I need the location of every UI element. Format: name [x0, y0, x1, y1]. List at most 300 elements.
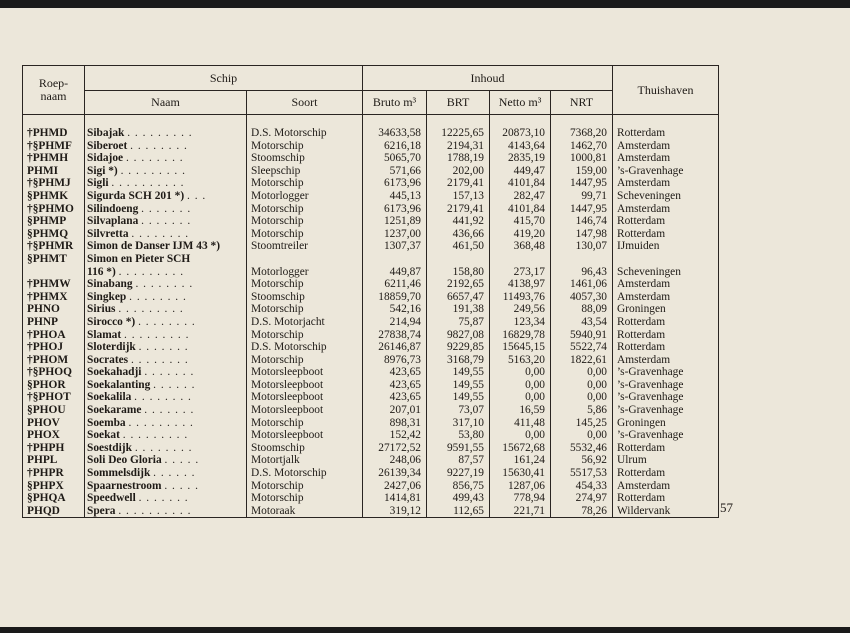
row-netto: 15672,68 [490, 442, 551, 455]
ship-name: Soekat [87, 429, 120, 442]
row-type: Motorschip [247, 492, 363, 505]
row-type: D.S. Motorschip [247, 127, 363, 140]
row-netto: 415,70 [490, 215, 551, 228]
row-name [85, 467, 247, 480]
row-netto: 20873,10 [490, 127, 551, 140]
row-nrt: 1822,61 [551, 354, 613, 367]
row-bruto: 207,01 [363, 404, 427, 417]
table-row [23, 190, 719, 203]
row-type: Motorsleepboot [247, 404, 363, 417]
leader-dots: . . . . . . . [144, 366, 195, 379]
row-name [85, 240, 247, 253]
row-bruto: 18859,70 [363, 291, 427, 304]
row-netto: 4143,64 [490, 140, 551, 153]
row-type: Motorschip [247, 303, 363, 316]
row-port: IJmuiden [613, 240, 719, 253]
row-netto: 778,94 [490, 492, 551, 505]
ship-name: Siberoet [87, 139, 128, 152]
row-netto: 1287,06 [490, 480, 551, 493]
row-brt: 3168,79 [427, 354, 490, 367]
row-brt: 53,80 [427, 429, 490, 442]
row-name [85, 417, 247, 430]
row-bruto: 1237,00 [363, 228, 427, 241]
row-name [85, 215, 247, 228]
table-row [23, 303, 719, 316]
table-row [23, 366, 719, 379]
row-nrt: 1462,70 [551, 140, 613, 153]
row-name [85, 480, 247, 493]
row-brt: 1788,19 [427, 152, 490, 165]
row-brt: 499,43 [427, 492, 490, 505]
row-type [247, 253, 363, 266]
row-type: Motorschip [247, 177, 363, 190]
leader-dots: . . . . . . . . [130, 353, 189, 366]
leader-dots: . . . . . . . . [134, 441, 193, 454]
leader-dots: . . . . . . . . . [124, 328, 190, 341]
leader-dots: . . . . . . . . [125, 152, 184, 165]
table-row [23, 454, 719, 467]
row-brt: 87,57 [427, 454, 490, 467]
row-bruto: 26146,87 [363, 341, 427, 354]
ship-name: Singkep [87, 290, 127, 303]
leader-dots: . . . . . [164, 454, 200, 467]
table-spacer-row [23, 115, 719, 128]
row-netto: 282,47 [490, 190, 551, 203]
ship-register-table-wrap [22, 65, 718, 518]
row-netto: 15630,41 [490, 467, 551, 480]
table-row [23, 354, 719, 367]
row-port: Rotterdam [613, 316, 719, 329]
row-type: Stoomschip [247, 442, 363, 455]
row-type: Motorschip [247, 228, 363, 241]
leader-dots: . . . . . . . . . [128, 416, 194, 429]
row-nrt: 0,00 [551, 379, 613, 392]
row-name [85, 505, 247, 518]
row-nrt: 78,26 [551, 505, 613, 518]
row-name [85, 303, 247, 316]
header-inhoud: Inhoud [363, 66, 613, 91]
row-code: PHOX [23, 429, 85, 442]
row-code: †§PHMO [23, 203, 85, 216]
table-row [23, 240, 719, 253]
row-type: Motorschip [247, 329, 363, 342]
table-row [23, 467, 719, 480]
leader-dots: . . . [187, 189, 207, 202]
leader-dots: . . . . . . . . . . [118, 504, 192, 517]
ship-name: Sidajoe [87, 152, 124, 165]
row-name [85, 379, 247, 392]
table-row [23, 417, 719, 430]
row-code: §PHOR [23, 379, 85, 392]
row-nrt: 0,00 [551, 429, 613, 442]
leader-dots: . . . . . . . . [129, 290, 187, 303]
row-bruto: 214,94 [363, 316, 427, 329]
leader-dots: . . . . . . . . [131, 227, 190, 240]
table-row [23, 404, 719, 417]
row-nrt: 43,54 [551, 316, 613, 329]
row-bruto: 6211,46 [363, 278, 427, 291]
row-brt: 2194,31 [427, 140, 490, 153]
row-port: Amsterdam [613, 152, 719, 165]
ship-name: Sommelsdijk [87, 467, 151, 480]
table-row [23, 316, 719, 329]
ship-name: Silvaplana [87, 215, 139, 228]
header-bruto: Bruto m³ [363, 91, 427, 115]
row-port: Groningen [613, 417, 719, 430]
row-bruto: 423,65 [363, 391, 427, 404]
row-name [85, 366, 247, 379]
row-port: Rotterdam [613, 341, 719, 354]
row-name [85, 253, 247, 266]
row-port: Rotterdam [613, 215, 719, 228]
ship-name: Sloterdijk [87, 341, 136, 354]
row-brt: 2179,41 [427, 203, 490, 216]
ship-name: Sirius [87, 303, 116, 316]
row-port: Amsterdam [613, 354, 719, 367]
row-type: Motorschip [247, 278, 363, 291]
ship-name: Speedwell [87, 492, 136, 505]
row-type: Stoomtreiler [247, 240, 363, 253]
table-row [23, 215, 719, 228]
row-nrt: 146,74 [551, 215, 613, 228]
table-row [23, 203, 719, 216]
row-bruto: 423,65 [363, 366, 427, 379]
page-number: 57 [720, 500, 733, 515]
row-type: Motorsleepboot [247, 391, 363, 404]
row-code: PHNP [23, 316, 85, 329]
row-code: †§PHOQ [23, 366, 85, 379]
row-brt: 75,87 [427, 316, 490, 329]
row-bruto [363, 253, 427, 266]
table-row [23, 341, 719, 354]
row-brt: 157,13 [427, 190, 490, 203]
row-name [85, 266, 247, 279]
row-code: †PHOM [23, 354, 85, 367]
row-nrt: 5,86 [551, 404, 613, 417]
row-name [85, 442, 247, 455]
row-nrt: 454,33 [551, 480, 613, 493]
row-netto: 4101,84 [490, 177, 551, 190]
ship-name: Soekalila [87, 391, 132, 404]
row-bruto: 6173,96 [363, 177, 427, 190]
row-nrt: 5522,74 [551, 341, 613, 354]
row-nrt: 159,00 [551, 165, 613, 178]
row-brt: 856,75 [427, 480, 490, 493]
row-port: Rotterdam [613, 228, 719, 241]
header-nrt: NRT [551, 91, 613, 115]
row-netto: 0,00 [490, 366, 551, 379]
table-row [23, 492, 719, 505]
row-name [85, 278, 247, 291]
row-nrt: 274,97 [551, 492, 613, 505]
row-port: ’s-Gravenhage [613, 391, 719, 404]
ship-name: Silindoeng [87, 202, 139, 215]
row-type: Motoraak [247, 505, 363, 518]
row-bruto: 34633,58 [363, 127, 427, 140]
header-roepnaam: Roep- naam [23, 66, 85, 115]
leader-dots: . . . . . . . [138, 341, 189, 354]
row-netto: 0,00 [490, 379, 551, 392]
table-row [23, 177, 719, 190]
row-code: PHOV [23, 417, 85, 430]
ship-register-table [22, 65, 719, 518]
row-port [613, 253, 719, 266]
row-nrt: 1000,81 [551, 152, 613, 165]
row-port: Wildervank [613, 505, 719, 518]
row-code: PHNO [23, 303, 85, 316]
row-brt: 317,10 [427, 417, 490, 430]
row-type: Motorschip [247, 480, 363, 493]
row-type: D.S. Motorschip [247, 467, 363, 480]
row-name [85, 228, 247, 241]
ship-name: Soekahadji [87, 366, 142, 379]
row-name [85, 190, 247, 203]
row-port: Rotterdam [613, 329, 719, 342]
row-netto: 4138,97 [490, 278, 551, 291]
row-netto: 4101,84 [490, 203, 551, 216]
header-thuishaven: Thuishaven [613, 66, 719, 115]
row-port: ’s-Gravenhage [613, 366, 719, 379]
row-nrt: 5532,46 [551, 442, 613, 455]
row-nrt: 1447,95 [551, 203, 613, 216]
row-type: Motorschip [247, 417, 363, 430]
row-name [85, 152, 247, 165]
header-soort: Soort [247, 91, 363, 115]
row-code: PHMI [23, 165, 85, 178]
row-brt: 112,65 [427, 505, 490, 518]
row-bruto: 445,13 [363, 190, 427, 203]
row-brt: 202,00 [427, 165, 490, 178]
document-page [0, 8, 850, 627]
row-type: Stoomschip [247, 291, 363, 304]
row-netto: 11493,76 [490, 291, 551, 304]
row-bruto: 319,12 [363, 505, 427, 518]
row-nrt [551, 253, 613, 266]
leader-dots: . . . . . . . [144, 404, 195, 417]
row-bruto: 423,65 [363, 379, 427, 392]
row-code: §PHMP [23, 215, 85, 228]
table-row [23, 391, 719, 404]
row-port: Amsterdam [613, 177, 719, 190]
row-netto: 15645,15 [490, 341, 551, 354]
row-code: †PHMD [23, 127, 85, 140]
row-name [85, 341, 247, 354]
row-nrt: 1461,06 [551, 278, 613, 291]
ship-name: Sirocco *) [87, 315, 136, 328]
row-bruto: 2427,06 [363, 480, 427, 493]
row-port: Amsterdam [613, 291, 719, 304]
row-code: †PHMX [23, 291, 85, 304]
row-netto [490, 253, 551, 266]
row-name [85, 492, 247, 505]
row-name [85, 127, 247, 140]
ship-name: 116 *) [87, 265, 116, 278]
row-type: Motorsleepboot [247, 429, 363, 442]
row-nrt: 5940,91 [551, 329, 613, 342]
row-brt: 9229,85 [427, 341, 490, 354]
header-naam: Naam [85, 91, 247, 115]
row-nrt: 88,09 [551, 303, 613, 316]
table-row [23, 329, 719, 342]
row-port: ’s-Gravenhage [613, 379, 719, 392]
table-body [23, 115, 719, 518]
leader-dots: . . . . . . . . . [118, 265, 185, 278]
row-code: †PHOA [23, 329, 85, 342]
table-row [23, 379, 719, 392]
ship-name: Spera [87, 504, 116, 517]
row-name [85, 203, 247, 216]
row-netto: 273,17 [490, 266, 551, 279]
row-nrt: 99,71 [551, 190, 613, 203]
row-bruto: 5065,70 [363, 152, 427, 165]
row-name [85, 391, 247, 404]
row-brt: 149,55 [427, 379, 490, 392]
row-name [85, 329, 247, 342]
ship-name: Soekarame [87, 404, 142, 417]
row-nrt: 0,00 [551, 391, 613, 404]
row-code: †PHOJ [23, 341, 85, 354]
row-bruto: 6216,18 [363, 140, 427, 153]
row-brt: 158,80 [427, 266, 490, 279]
leader-dots: . . . . . . [153, 378, 196, 391]
leader-dots: . . . . . . . . . . [111, 177, 185, 190]
row-nrt: 96,43 [551, 266, 613, 279]
table-row [23, 480, 719, 493]
row-brt [427, 253, 490, 266]
row-brt: 149,55 [427, 366, 490, 379]
row-bruto: 571,66 [363, 165, 427, 178]
row-bruto: 27838,74 [363, 329, 427, 342]
row-name [85, 354, 247, 367]
ship-name: Sinabang [87, 278, 133, 291]
row-bruto: 152,42 [363, 429, 427, 442]
row-brt: 461,50 [427, 240, 490, 253]
leader-dots: . . . . . . . [138, 492, 189, 505]
leader-dots: . . . . . . . . . [120, 164, 186, 177]
row-code: §PHPX [23, 480, 85, 493]
row-bruto: 8976,73 [363, 354, 427, 367]
ship-name: Spaarnestroom [87, 479, 162, 492]
ship-name: Soekalanting [87, 378, 151, 391]
row-netto: 123,34 [490, 316, 551, 329]
row-brt: 9827,08 [427, 329, 490, 342]
row-type: Motortjalk [247, 454, 363, 467]
row-name [85, 429, 247, 442]
ship-name: Sigurda SCH 201 *) [87, 189, 185, 202]
row-brt: 436,66 [427, 228, 490, 241]
row-code: §PHMT [23, 253, 85, 266]
row-name [85, 165, 247, 178]
row-name [85, 140, 247, 153]
row-type: Sleepschip [247, 165, 363, 178]
table-row [23, 442, 719, 455]
ship-name: Sibajak [87, 127, 125, 139]
row-port: Ulrum [613, 454, 719, 467]
row-bruto: 26139,34 [363, 467, 427, 480]
leader-dots: . . . . . . . . [138, 315, 196, 328]
row-netto: 0,00 [490, 391, 551, 404]
row-name [85, 316, 247, 329]
row-netto: 249,56 [490, 303, 551, 316]
row-netto: 5163,20 [490, 354, 551, 367]
row-netto: 449,47 [490, 165, 551, 178]
row-port: ’s-Gravenhage [613, 429, 719, 442]
row-nrt: 56,92 [551, 454, 613, 467]
row-code: †PHPH [23, 442, 85, 455]
row-code: §PHOU [23, 404, 85, 417]
row-port: Amsterdam [613, 480, 719, 493]
row-code: PHQD [23, 505, 85, 518]
header-netto: Netto m³ [490, 91, 551, 115]
row-port: Amsterdam [613, 140, 719, 153]
row-netto: 368,48 [490, 240, 551, 253]
row-port: Groningen [613, 303, 719, 316]
row-type: Motorlogger [247, 190, 363, 203]
row-bruto: 1414,81 [363, 492, 427, 505]
row-port: Scheveningen [613, 266, 719, 279]
row-name [85, 404, 247, 417]
row-port: Rotterdam [613, 442, 719, 455]
row-bruto: 449,87 [363, 266, 427, 279]
row-type: Motorschip [247, 203, 363, 216]
row-port: Rotterdam [613, 467, 719, 480]
table-row [23, 228, 719, 241]
row-bruto: 27172,52 [363, 442, 427, 455]
row-code: †PHMH [23, 152, 85, 165]
row-netto: 16829,78 [490, 329, 551, 342]
row-netto: 2835,19 [490, 152, 551, 165]
ship-name: Slamat [87, 328, 122, 341]
row-type: Motorsleepboot [247, 379, 363, 392]
row-code [23, 266, 85, 279]
leader-dots: . . . . . . . . . [118, 303, 184, 316]
row-name [85, 291, 247, 304]
table-row [23, 140, 719, 153]
row-nrt: 0,00 [551, 366, 613, 379]
leader-dots: . . . . . . . [141, 202, 192, 215]
row-brt: 6657,47 [427, 291, 490, 304]
ship-name: Simon en Pieter SCH [87, 252, 191, 265]
row-bruto: 542,16 [363, 303, 427, 316]
row-brt: 9227,19 [427, 467, 490, 480]
row-brt: 12225,65 [427, 127, 490, 140]
row-type: D.S. Motorjacht [247, 316, 363, 329]
table-row [23, 165, 719, 178]
row-brt: 441,92 [427, 215, 490, 228]
leader-dots: . . . . . . [153, 467, 196, 480]
leader-dots: . . . . . . . . [134, 391, 192, 404]
leader-dots: . . . . . . . [141, 215, 192, 228]
row-netto: 161,24 [490, 454, 551, 467]
ship-name: Silvretta [87, 227, 129, 240]
table-row [23, 127, 719, 140]
row-nrt: 1447,95 [551, 177, 613, 190]
row-name [85, 177, 247, 190]
row-bruto: 6173,96 [363, 203, 427, 216]
ship-name: Sigli [87, 177, 109, 190]
row-type: Motorschip [247, 354, 363, 367]
row-brt: 73,07 [427, 404, 490, 417]
row-bruto: 1251,89 [363, 215, 427, 228]
row-type: Motorsleepboot [247, 366, 363, 379]
row-port: Amsterdam [613, 203, 719, 216]
table-row [23, 505, 719, 518]
row-name [85, 454, 247, 467]
row-netto: 0,00 [490, 429, 551, 442]
row-netto: 221,71 [490, 505, 551, 518]
row-netto: 411,48 [490, 417, 551, 430]
ship-name: Soli Deo Gloria [87, 454, 162, 467]
